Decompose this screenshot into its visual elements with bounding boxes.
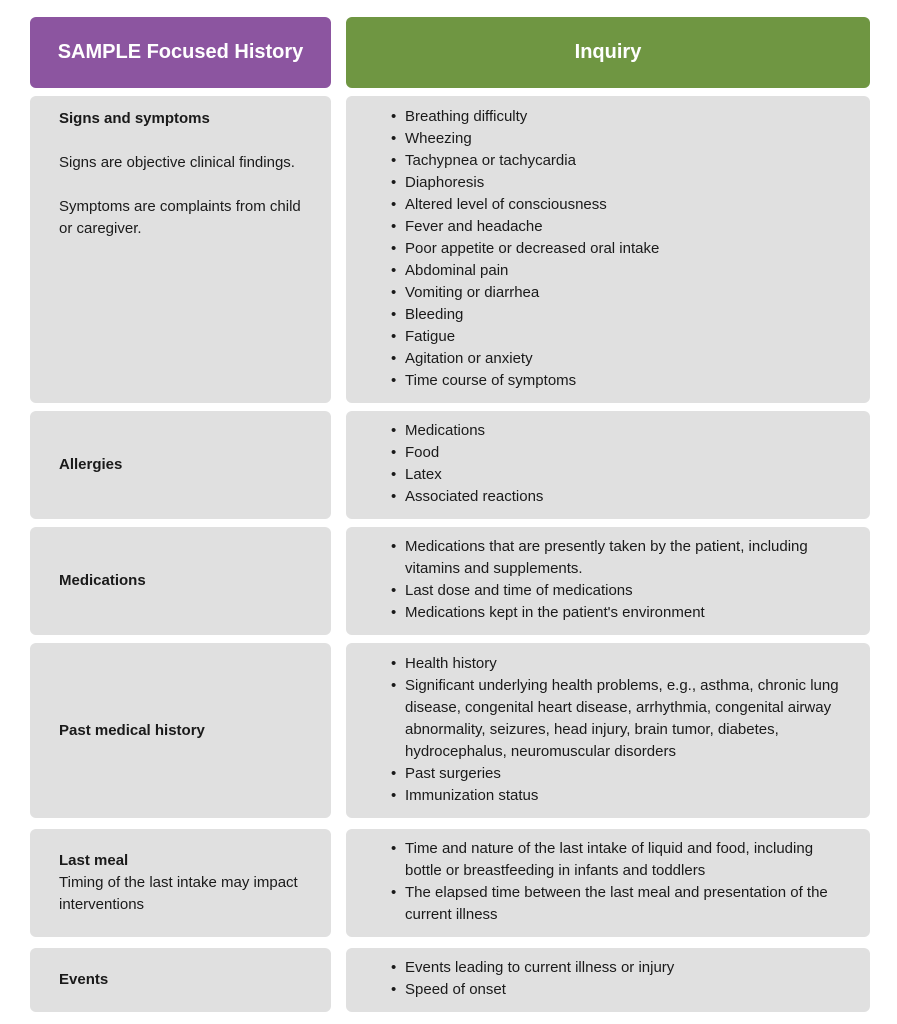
row-note: Signs are objective clinical findings. <box>59 154 295 171</box>
list-item: • Time and nature of the last intake of liquid and food, including bottle or breastfeeding in infants and toddlers <box>405 838 850 882</box>
list-item: • Tachypnea or tachycardia <box>405 150 850 172</box>
row-title: Events <box>59 971 109 988</box>
row-title: Past medical history <box>59 721 205 739</box>
list-item: • Altered level of consciousness <box>405 194 850 216</box>
right-column-title: Inquiry <box>574 41 642 63</box>
list-item: • Medications <box>405 420 850 442</box>
left-column-header <box>30 17 331 88</box>
list-item: • Wheezing <box>405 128 850 150</box>
row-medications-label <box>30 527 331 635</box>
row-last-meal-label <box>30 829 331 937</box>
list-item: • Abdominal pain <box>405 260 850 282</box>
list-item: • Fever and headache <box>405 216 850 238</box>
inquiry-list <box>391 838 850 926</box>
list-item: • Latex <box>405 464 850 486</box>
row-note: Symptoms are complaints from child or caregiver. <box>59 198 301 237</box>
list-item: • Time course of symptoms <box>405 370 850 392</box>
inquiry-list <box>391 653 850 807</box>
list-item: • Vomiting or diarrhea <box>405 282 850 304</box>
row-signs-symptoms-label <box>30 96 331 403</box>
list-item: • Agitation or anxiety <box>405 348 850 370</box>
inquiry-list <box>391 536 850 624</box>
inquiry-list <box>391 106 850 392</box>
row-title: Last meal <box>59 852 129 869</box>
list-item: • Past surgeries <box>405 763 850 785</box>
row-events-inquiry <box>346 948 870 1012</box>
row-medications-inquiry <box>346 527 870 635</box>
list-item: • Bleeding <box>405 304 850 326</box>
row-subtitle: Timing of the last intake may impact interventions <box>59 874 298 913</box>
left-column-title: SAMPLE Focused History <box>57 41 304 63</box>
list-item: • Last dose and time of medications <box>405 580 850 602</box>
list-item: • Speed of onset <box>405 979 850 1001</box>
row-allergies-label <box>30 411 331 519</box>
list-item: • Medications that are presently taken by the patient, including vitamins and supplements. <box>405 536 850 580</box>
list-item: • Immunization status <box>405 785 850 807</box>
list-item: • Events leading to current illness or injury <box>405 957 850 979</box>
list-item: • Associated reactions <box>405 486 850 508</box>
row-past-medical-history-inquiry <box>346 643 870 818</box>
list-item: • Health history <box>405 653 850 675</box>
list-item: • Medications kept in the patient's environment <box>405 602 850 624</box>
row-title: Medications <box>59 572 146 589</box>
list-item: • Significant underlying health problems, e.g., asthma, chronic lung disease, congenital heart disease, arrhythmia, congenital airway abnormality, seizures, head injury, brain tumor, diabetes, hydrocephalus, neuromuscular disorders <box>405 675 850 763</box>
list-item: • Food <box>405 442 850 464</box>
row-title: Allergies <box>59 456 123 473</box>
list-item: • The elapsed time between the last meal and presentation of the current illness <box>405 882 850 926</box>
list-item: • Diaphoresis <box>405 172 850 194</box>
inquiry-list <box>391 957 850 1001</box>
list-item: • Poor appetite or decreased oral intake <box>405 238 850 260</box>
inquiry-list <box>391 420 850 508</box>
row-signs-symptoms-inquiry <box>346 96 870 403</box>
list-item: • Fatigue <box>405 326 850 348</box>
right-column-header <box>346 17 870 88</box>
row-past-medical-history-label <box>30 643 331 818</box>
row-allergies-inquiry <box>346 411 870 519</box>
row-events-label <box>30 948 331 1012</box>
row-title: Signs and symptoms <box>59 110 210 127</box>
list-item: • Breathing difficulty <box>405 106 850 128</box>
row-last-meal-inquiry <box>346 829 870 937</box>
